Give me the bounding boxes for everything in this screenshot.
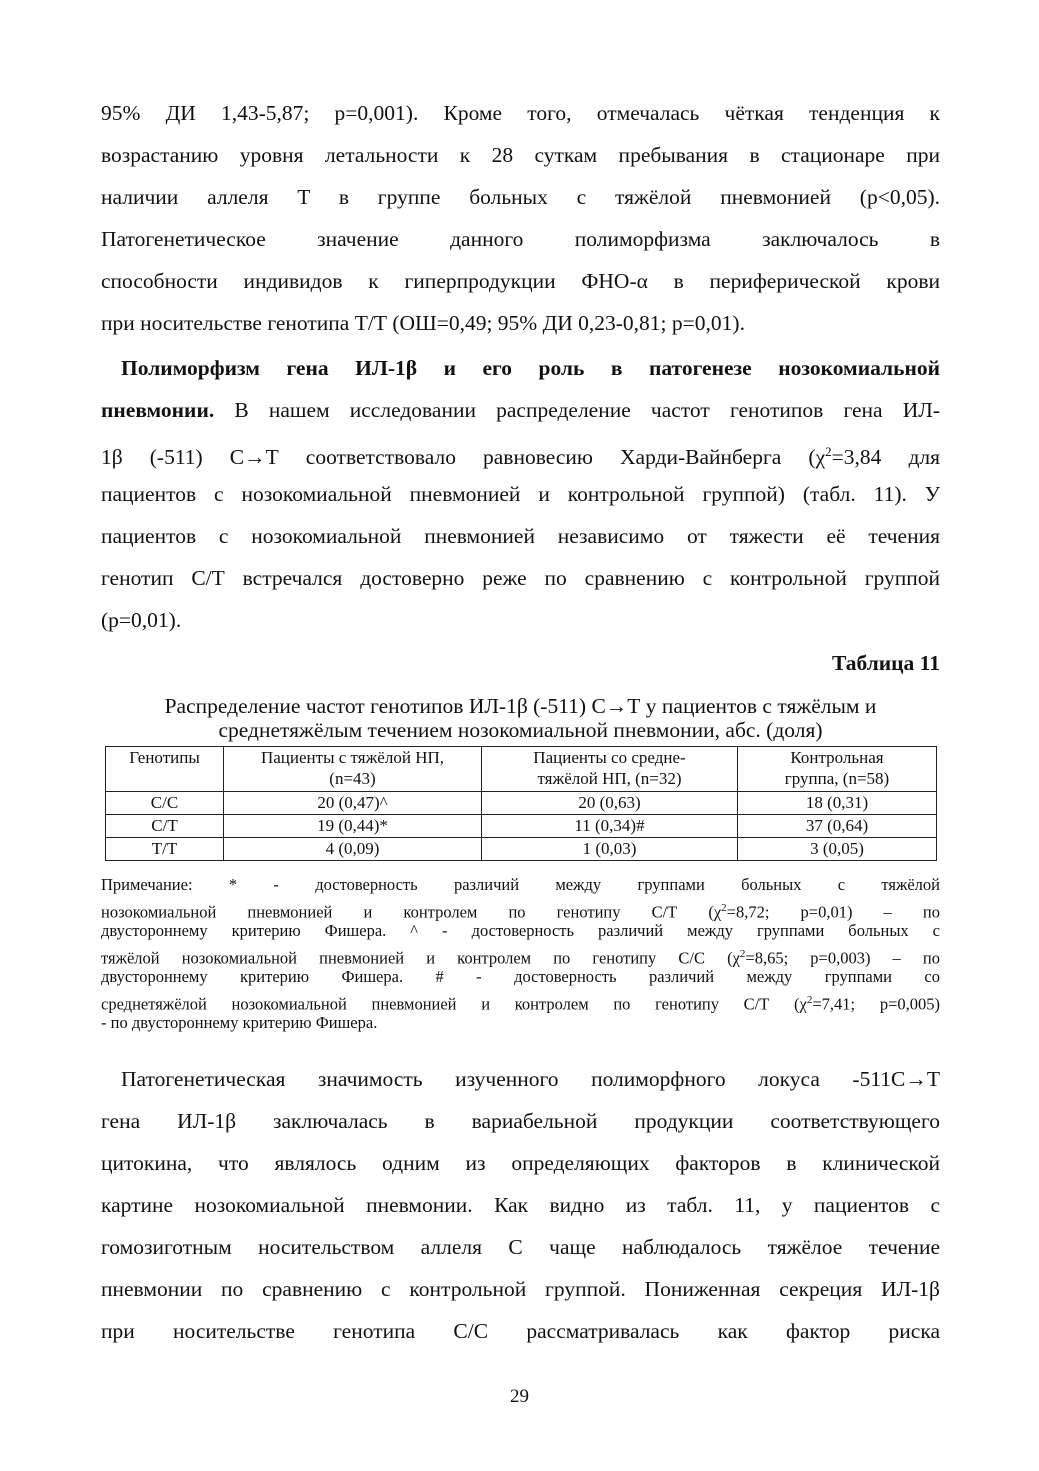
paragraph-line: Патогенетическое значение данного полиморфизма заключалось в xyxy=(101,227,940,251)
paragraph-line: пневмонии по сравнению с контрольной группой. Пониженная секреция ИЛ-1β xyxy=(101,1277,940,1301)
table-caption-line: среднетяжёлым течением нозокомиальной пневмонии, абс. (доля) xyxy=(218,718,823,742)
paragraph-text: В нашем исследовании распределение частот генотипов гена ИЛ- xyxy=(214,398,940,422)
table-note-line: среднетяжёлой нозокомиальной пневмонией и контролем по генотипу С/Т ($\chi^2=7,41$; p=0,005) xyxy=(101,994,940,1014)
paragraph-line: гена ИЛ-1β заключалась в вариабельной продукции соответствующего xyxy=(101,1109,940,1133)
column-header: Пациенты со средне- тяжёлой НП, (n=32) xyxy=(482,747,738,792)
superscript: 2 xyxy=(721,902,727,914)
table-label: Таблица 11 xyxy=(831,651,940,675)
paragraph-line: картине нозокомиальной пневмонии. Как видно из табл. 11, у пациентов с xyxy=(101,1193,940,1217)
paragraph-line: возрастанию уровня летальности к 28 суткам пребывания в стационаре при xyxy=(101,143,940,167)
table-row xyxy=(106,815,937,838)
paragraph-line: Патогенетическая значимость изученного полиморфного локуса -511С→Т xyxy=(121,1067,940,1091)
paragraph-line: цитокина, что являлось одним из определяющих факторов в клинической xyxy=(101,1151,940,1175)
paragraph-line: при носительстве генотипа С/С рассматривалась как фактор риска xyxy=(101,1319,940,1343)
paragraph-line xyxy=(101,439,940,470)
paragraph-line: способности индивидов к гиперпродукции ФНО-α в периферической крови xyxy=(101,269,940,293)
table-note-line: нозокомиальной пневмонией и контролем по генотипу С/Т ($\chi^2=8,72$; p=0,01) – по xyxy=(101,902,940,922)
table-header-row xyxy=(106,747,937,792)
table-cell: 37 (0,64) xyxy=(738,815,937,838)
table-cell: 1 (0,03) xyxy=(482,838,738,861)
table-row xyxy=(106,792,937,815)
table-cell: Т/Т xyxy=(106,838,224,861)
column-header: Генотипы xyxy=(106,747,224,792)
paragraph-line: пациентов с нозокомиальной пневмонией и контрольной группой) (табл. 11). У xyxy=(101,482,940,506)
column-header: Пациенты с тяжёлой НП, (n=43) xyxy=(224,747,482,792)
superscript: 2 xyxy=(806,994,813,1006)
paragraph-line xyxy=(101,397,940,423)
table-cell: 20 (0,47)^ xyxy=(224,792,482,815)
table-cell: 4 (0,09) xyxy=(224,838,482,861)
genotype-table xyxy=(105,746,937,861)
table-note-line: - по двустороннему критерию Фишера. xyxy=(101,1013,378,1032)
section-heading-end: пневмонии. xyxy=(101,398,215,422)
paragraph-text: 1β (-511) С→Т соответствовало равновесию Харди-Вайнберга (χ xyxy=(101,445,826,470)
paragraph-line: наличии аллеля T в группе больных с тяжёлой пневмонией (p<0,05). xyxy=(101,185,940,209)
page-number: 29 xyxy=(510,1386,529,1407)
table-caption-line: Распределение частот генотипов ИЛ-1β (-511) С→Т у пациентов с тяжёлым и xyxy=(164,694,877,718)
paragraph-line: при носительстве генотипа Т/Т (ОШ=0,49; 95% ДИ 0,23-0,81; p=0,01). xyxy=(101,311,745,335)
section-heading: Полиморфизм гена ИЛ-1β и его роль в патогенезе нозокомиальной xyxy=(121,356,940,380)
table-cell: 3 (0,05) xyxy=(738,838,937,861)
table-cell: 18 (0,31) xyxy=(738,792,937,815)
paragraph-line: пациентов с нозокомиальной пневмонией независимо от тяжести её течения xyxy=(101,524,940,548)
paragraph-line: гомозиготным носительством аллеля С чаще наблюдалось тяжёлое течение xyxy=(101,1235,940,1259)
paragraph-text: =3,84 для xyxy=(831,445,940,470)
table-cell: С/Т xyxy=(106,815,224,838)
table-cell: 11 (0,34)# xyxy=(482,815,738,838)
table-row xyxy=(106,838,937,861)
table-note-line: двустороннему критерию Фишера. ^ - достоверность различий между группами больных с xyxy=(101,921,940,940)
table-note-line: двустороннему критерию Фишера. # - достоверность различий между группами со xyxy=(101,967,940,986)
table-note-line: тяжёлой нозокомиальной пневмонией и контролем по генотипу С/С ($\chi^2=8,65$; p=0,003) – по xyxy=(101,948,940,968)
table-note-line: Примечание: * - достоверность различий между группами больных с тяжёлой xyxy=(101,875,940,894)
table-cell: 19 (0,44)* xyxy=(224,815,482,838)
table-cell: 20 (0,63) xyxy=(482,792,738,815)
paragraph-line: генотип С/Т встречался достоверно реже по сравнению с контрольной группой xyxy=(101,566,940,590)
table-cell: С/С xyxy=(106,792,224,815)
superscript: 2 xyxy=(739,948,746,960)
column-header: Контрольная группа, (n=58) xyxy=(738,747,937,792)
paragraph-line: 95% ДИ 1,43-5,87; p=0,001). Кроме того, отмечалась чёткая тенденция к xyxy=(101,101,940,125)
superscript: 2 xyxy=(825,444,832,459)
paragraph-line: (p=0,01). xyxy=(101,608,182,632)
